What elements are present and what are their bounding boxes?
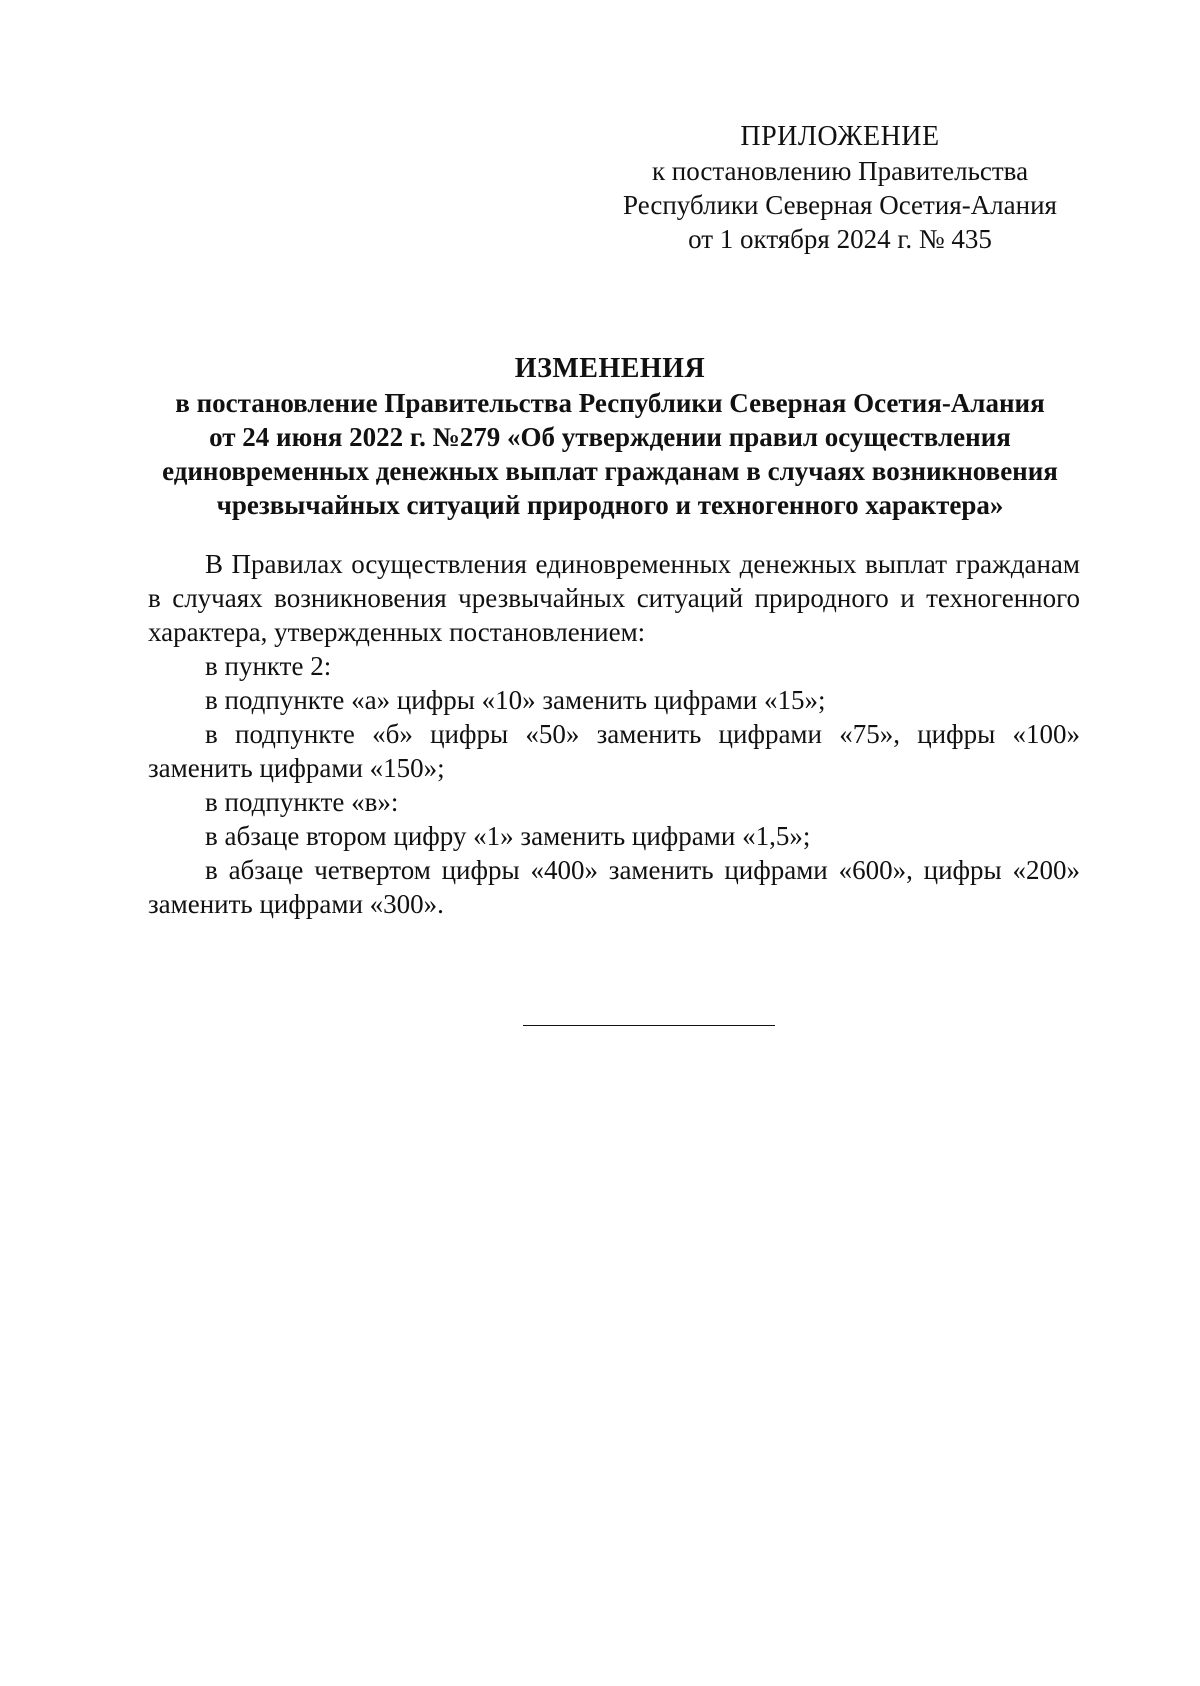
body-paragraph: В Правилах осуществления единовременных денежных выплат гражданам в случаях возникновения чрезвычайных ситуаций природного и техногенного характера, утвержденных постановлением: [148, 549, 1080, 647]
appendix-line-1: к постановлению Правительства [651, 156, 1029, 186]
appendix-line-3: от 1 октября 2024 г. № 435 [688, 224, 992, 254]
end-divider-line [523, 1025, 775, 1026]
appendix-block [600, 120, 1080, 256]
title-heading: ИЗМЕНЕНИЯ [514, 353, 706, 384]
body-paragraph: в абзаце втором цифру «1» заменить цифрами «1,5»; [205, 821, 811, 851]
title-line-1: в постановление Правительства Республики Северная Осетия-Алания [175, 388, 1045, 418]
body-paragraph: в пункте 2: [205, 651, 332, 681]
appendix-heading: ПРИЛОЖЕНИЕ [740, 121, 940, 152]
body-paragraph: в подпункте «а» цифры «10» заменить цифрами «15»; [205, 685, 826, 715]
title-line-3: единовременных денежных выплат гражданам в случаях возникновения [162, 456, 1058, 486]
body-paragraph: в подпункте «б» цифры «50» заменить цифрами «75», цифры «100» заменить цифрами «150»; [148, 719, 1080, 783]
appendix-line-2: Республики Северная Осетия-Алания [623, 190, 1057, 220]
document-body [148, 547, 1080, 921]
title-line-2: от 24 июня 2022 г. №279 «Об утверждении правил осуществления [209, 422, 1011, 452]
body-paragraph: в абзаце четвертом цифры «400» заменить цифрами «600», цифры «200» заменить цифрами «300». [148, 855, 1080, 919]
body-paragraph: в подпункте «в»: [205, 787, 399, 817]
document-title [140, 352, 1080, 522]
title-line-4: чрезвычайных ситуаций природного и техногенного характера» [216, 490, 1004, 520]
